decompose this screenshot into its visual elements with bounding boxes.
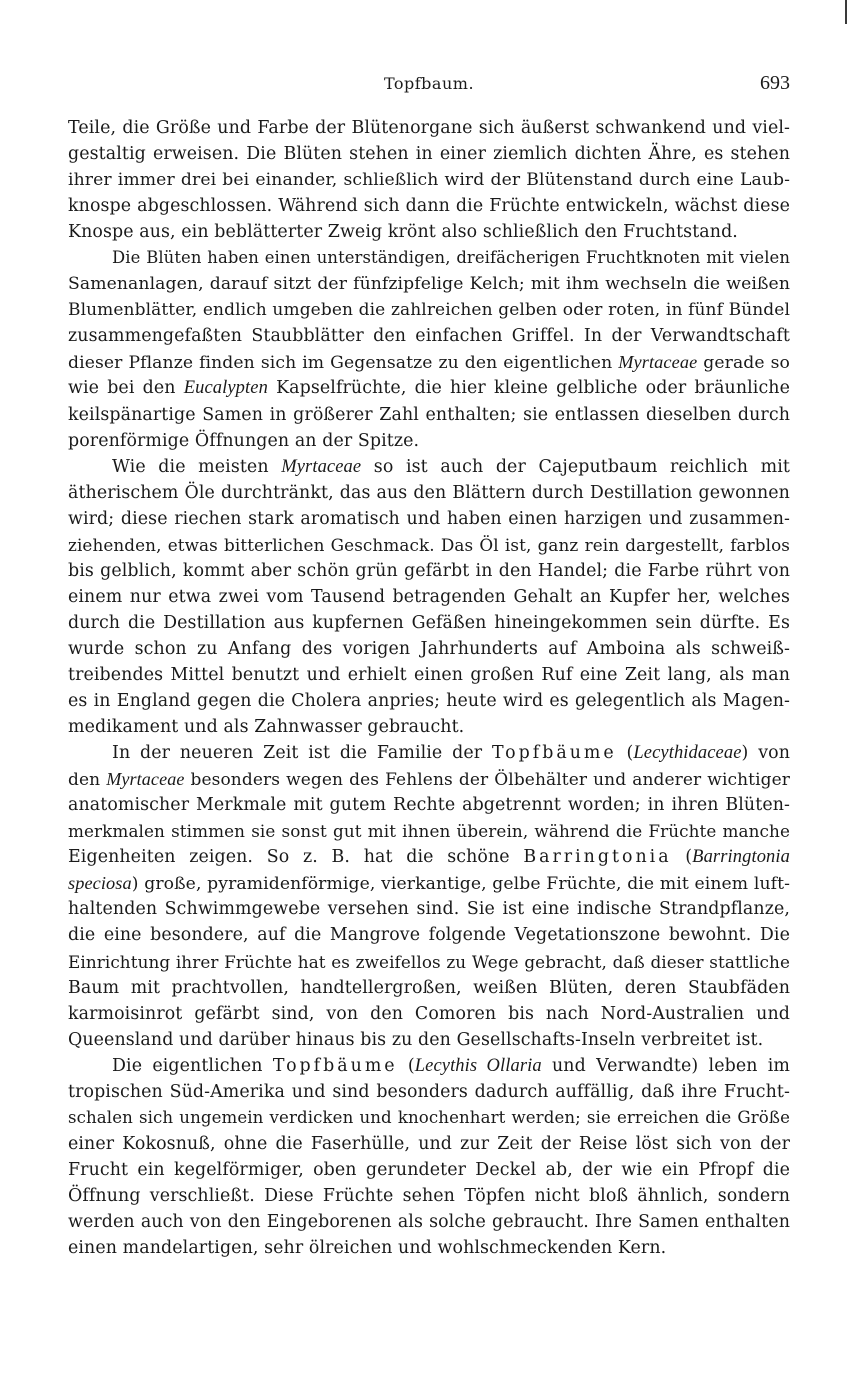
text-line: Eigenheiten zeigen. So z. B. hat die schöne Barringtonia (Barringtonia xyxy=(68,847,790,868)
text-line: Frucht ein kegelförmiger, oben gerundeter Deckel ab, der wie ein Pfropf die xyxy=(68,1159,790,1180)
paragraph-4 xyxy=(68,740,790,1053)
text-line: Teile, die Größe und Farbe der Blütenorgane sich äußerst schwankend und viel- xyxy=(68,118,790,138)
text-line: Einrichtung ihrer Früchte hat es zweifellos zu Wege gebracht, daß dieser stattliche xyxy=(68,951,790,972)
text-line: wurde schon zu Anfang des vorigen Jahrhunderts auf Amboina als schweiß- xyxy=(68,638,790,659)
text-line: Baum mit prachtvollen, handtellergroßen, weißen Blüten, deren Staubfäden xyxy=(68,977,790,998)
text-line: keilspänartige Samen in größerer Zahl enthalten; sie entlassen dieselben durch xyxy=(68,404,790,425)
text-line: Knospe aus, ein beblätterter Zweig krönt also schließlich den Fruchtstand. xyxy=(68,222,738,243)
paragraph-1 xyxy=(68,115,790,245)
latin-term: Eucalypten xyxy=(183,378,268,399)
text-line: zusammengefaßten Staubblätter den einfachen Griffel. In der Verwandtschaft xyxy=(68,326,790,347)
body-text xyxy=(68,115,790,1261)
text-line: schalen sich ungemein verdicken und knochenhart werden; sie erreichen die Größe xyxy=(68,1107,790,1127)
spaced-term: Barringtonia xyxy=(523,847,672,868)
text-line: es in England gegen die Cholera anpries; heute wird es gelegentlich als Magen- xyxy=(68,691,790,712)
text-line: merkmalen stimmen sie sonst gut mit ihnen überein, während die Früchte manche xyxy=(68,821,790,842)
text-line: bis gelblich, kommt aber schön grün gefärbt in den Handel; die Farbe rührt von xyxy=(68,560,790,581)
text-line: karmoisinrot gefärbt sind, von den Comoren bis nach Nord-Australien und xyxy=(68,1003,790,1024)
text-line: knospe abgeschlossen. Während sich dann die Früchte entwickeln, wächst diese xyxy=(68,196,790,217)
text-line: dieser Pflanze finden sich im Gegensatze zu den eigentlichen Myrtaceae gerade so xyxy=(68,352,790,374)
text-line: einem nur etwa zwei vom Tausend betragenden Gehalt an Kupfer her, welches xyxy=(68,586,790,607)
text-line: gestaltig erweisen. Die Blüten stehen in einer ziemlich dichten Ähre, es stehen xyxy=(68,144,790,165)
text-line: medikament und als Zahnwasser gebraucht. xyxy=(68,717,465,738)
text-line: durch die Destillation aus kupfernen Gefäßen hineingekommen sein dürfte. Es xyxy=(68,612,790,633)
latin-term: Myrtaceae xyxy=(618,352,698,373)
text-line: Samenanlagen, darauf sitzt der fünfzipfelige Kelch; mit ihm wechseln die weißen xyxy=(68,274,790,295)
text-line: Blumenblätter, endlich umgeben die zahlreichen gelben oder roten, in fünf Bündel xyxy=(68,300,790,321)
text-line: wird; diese riechen stark aromatisch und haben einen harzigen und zusammen- xyxy=(68,508,790,529)
paragraph-2 xyxy=(68,245,790,453)
latin-term: Barringtonia xyxy=(692,847,790,868)
latin-term: Lecythidaceae xyxy=(633,743,742,764)
text-line: ziehenden, etwas bitterlichen Geschmack. Das Öl ist, ganz rein dargestellt, farblos xyxy=(68,534,790,555)
text-line: Die eigentlichen Topfbäume (Lecythis Ollaria und Verwandte) leben im xyxy=(112,1055,791,1076)
text-line: die eine besondere, auf die Mangrove folgende Vegetationszone bewohnt. Die xyxy=(68,925,790,946)
text-line: Öffnung verschließt. Diese Früchte sehen Töpfen nicht bloß ähnlich, sondern xyxy=(68,1185,790,1206)
text-line: ihrer immer drei bei einander, schließlich wird der Blütenstand durch eine Laub- xyxy=(68,170,790,191)
text-line: den Myrtaceae besonders wegen des Fehlens der Ölbehälter und anderer wichtiger xyxy=(68,769,790,791)
text-line: werden auch von den Eingeborenen als solche gebraucht. Ihre Samen enthalten xyxy=(68,1211,790,1232)
running-head xyxy=(68,74,790,98)
text-line: wie bei den Eucalypten Kapselfrüchte, die hier kleine gelbliche oder bräunliche xyxy=(68,378,790,399)
page-number: 693 xyxy=(760,72,790,94)
spaced-term: Topfbäume xyxy=(491,743,617,764)
running-title: Topfbaum. xyxy=(383,74,475,93)
latin-term: Myrtaceae xyxy=(281,456,362,477)
text-line: Queensland und darüber hinaus bis zu den Gesellschafts-Inseln verbreitet ist. xyxy=(68,1029,764,1050)
text-line: porenförmige Öffnungen an der Spitze. xyxy=(68,430,420,451)
latin-term: Myrtaceae xyxy=(106,769,185,790)
text-line: treibendes Mittel benutzt und erhielt einen großen Ruf eine Zeit lang, als man xyxy=(68,664,790,685)
text-line: einer Kokosnuß, ohne die Faserhülle, und zur Zeit der Reise löst sich von der xyxy=(68,1133,790,1154)
text-line: ätherischem Öle durchtränkt, das aus den Blättern durch Destillation gewonnen xyxy=(68,482,790,503)
scan-edge-mark xyxy=(845,0,847,24)
latin-term: speciosa xyxy=(68,873,132,894)
text-line: speciosa) große, pyramidenförmige, vierkantige, gelbe Früchte, die mit einem luft- xyxy=(68,873,790,895)
text-line: In der neueren Zeit ist die Familie der Topfbäume (Lecythidaceae) von xyxy=(112,743,790,764)
text-line: tropischen Süd-Amerika und sind besonders dadurch auffällig, daß ihre Frucht- xyxy=(68,1081,790,1102)
spaced-term: Topfbäume xyxy=(272,1055,398,1076)
text-line: anatomischer Merkmale mit gutem Rechte abgetrennt worden; in ihren Blüten- xyxy=(68,795,790,816)
text-line: Wie die meisten Myrtaceae so ist auch der Cajeputbaum reichlich mit xyxy=(112,456,790,477)
paragraph-3 xyxy=(68,454,790,741)
text-line: Die Blüten haben einen unterständigen, dreifächerigen Fruchtknoten mit vielen xyxy=(112,248,790,268)
latin-term: Lecythis Ollaria xyxy=(414,1055,542,1076)
text-line: einen mandelartigen, sehr ölreichen und wohlschmeckenden Kern. xyxy=(68,1238,667,1259)
paragraph-5 xyxy=(68,1053,790,1261)
text-line: haltenden Schwimmgewebe versehen sind. Sie ist eine indische Strandpflanze, xyxy=(68,899,790,920)
